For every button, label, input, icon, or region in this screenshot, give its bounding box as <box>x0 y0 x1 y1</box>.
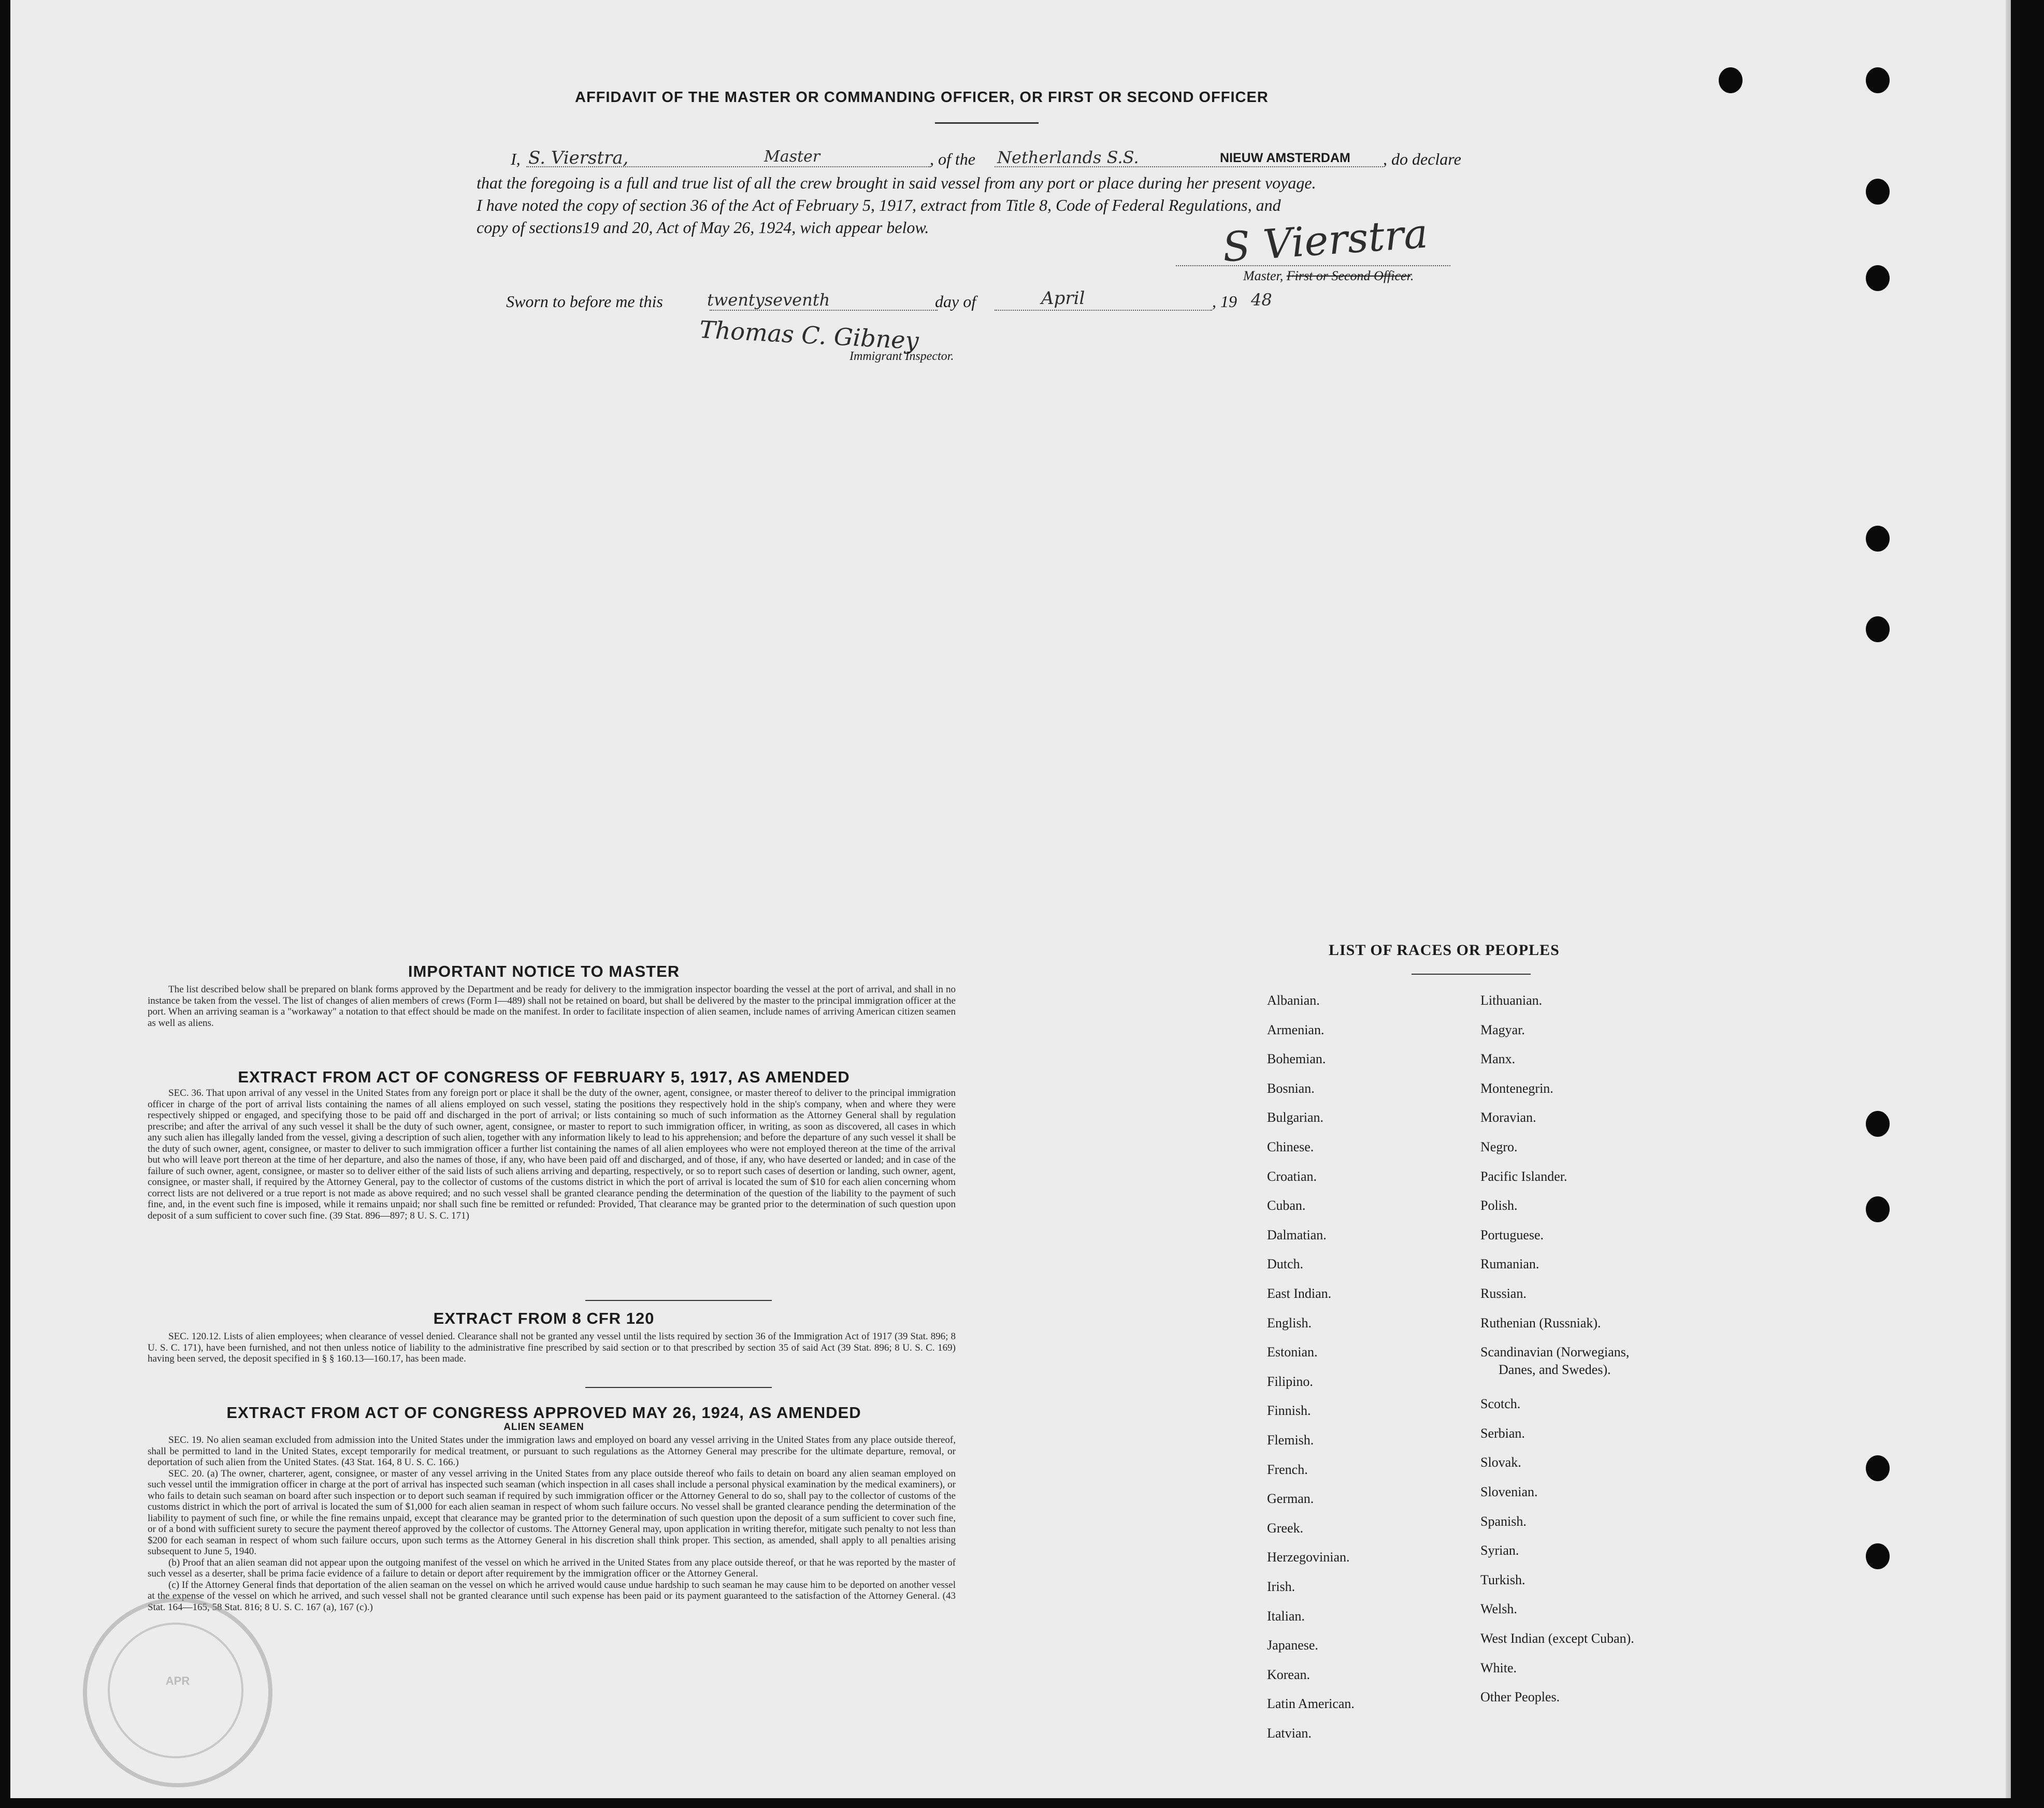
stamp-text: APR <box>165 1674 190 1687</box>
affidavit-title: AFFIDAVIT OF THE MASTER OR COMMANDING OFFICER, OR FIRST OR SECOND OFFICER <box>575 89 1269 106</box>
master-name: S. Vierstra, <box>528 148 629 168</box>
binder-hole <box>1866 67 1890 93</box>
caption-period: . <box>1410 268 1414 283</box>
race-item: Bulgarian. <box>1267 1110 1324 1125</box>
extract-cfr-body <box>148 1331 956 1365</box>
extract-1924-paragraph-1: SEC. 19. No alien seaman excluded from admission into the United States under the immigration laws and employed on board any vessel arriving in the United States from any place outside thereof, shall be permitted to land in the United States, except temporarily for medical treatment, or pursuant to such regulations as the Attorney General may prescribe for the ultimate departure, removal, or deportation of such alien from the United States. (43 Stat. 164, 8 U. S. C. 166.) <box>148 1435 956 1468</box>
race-item: Spanish. <box>1480 1513 1527 1529</box>
master-caption <box>1243 268 1414 284</box>
inspector-caption: Immigrant Inspector. <box>850 350 954 363</box>
race-item: White. <box>1480 1660 1517 1675</box>
race-item: Manx. <box>1480 1051 1516 1067</box>
of-the-text: , of the <box>930 150 975 168</box>
day-of-text: day of <box>935 292 976 311</box>
extract-1924-title: EXTRACT FROM ACT OF CONGRESS APPROVED MAY 26, 1924, AS AMENDED <box>226 1404 861 1422</box>
race-item: Portuguese. <box>1480 1227 1544 1242</box>
race-item: German. <box>1267 1491 1314 1507</box>
race-item: Pacific Islander. <box>1480 1168 1567 1184</box>
extract-1924-paragraph-3: (b) Proof that an alien seaman did not appear upon the outgoing manifest of the vessel on which he arrived in the United States from any place outside thereof, or that he was reported by the master of such vessel as a deserter, shall be prima facie evidence of a failure to detain or deport after requirement by the immigration officer or the Attorney General. <box>148 1557 956 1579</box>
extract-cfr-title: EXTRACT FROM 8 CFR 120 <box>433 1309 655 1327</box>
extract-1924-body <box>148 1435 956 1613</box>
extract-1917-body <box>148 1088 956 1221</box>
day-value: twentyseventh <box>707 290 830 310</box>
race-item: Flemish. <box>1267 1433 1314 1448</box>
document-page <box>10 0 2011 1798</box>
race-item: French. <box>1267 1462 1308 1477</box>
day-line <box>710 310 938 311</box>
declaration-line4: copy of sections19 and 20, Act of May 26, 1924, wich appear below. <box>477 218 929 237</box>
binder-hole <box>1866 265 1890 291</box>
race-item: Herzegovinian. <box>1267 1550 1350 1565</box>
year-value: 48 <box>1251 290 1272 310</box>
race-item: Slovak. <box>1480 1455 1521 1470</box>
race-item: Slovenian. <box>1480 1484 1538 1499</box>
race-item: East Indian. <box>1267 1286 1332 1301</box>
race-item: Korean. <box>1267 1667 1311 1682</box>
race-item: Serbian. <box>1480 1425 1525 1441</box>
race-item: Lithuanian. <box>1480 993 1543 1008</box>
race-item: Ruthenian (Russniak). <box>1480 1315 1601 1330</box>
race-item: Syrian. <box>1480 1543 1519 1558</box>
title-rule <box>935 122 1039 124</box>
race-item: Russian. <box>1480 1286 1527 1301</box>
faded-stamp <box>83 1598 272 1787</box>
notice-body <box>148 984 956 1029</box>
race-item: Finnish. <box>1267 1403 1311 1419</box>
struck-caption: First or Second Officer <box>1286 268 1410 283</box>
month-value: April <box>1041 288 1085 309</box>
stamp-inner-ring <box>108 1623 243 1758</box>
race-item: Latvian. <box>1267 1726 1312 1741</box>
declaration-line1 <box>10 148 1564 173</box>
race-item: Croatian. <box>1267 1168 1317 1184</box>
race-item: Welsh. <box>1480 1601 1517 1617</box>
master-signature: S Vierstra <box>1221 210 1430 271</box>
binder-hole <box>1866 1543 1890 1569</box>
month-line <box>995 310 1212 311</box>
race-item: Dutch. <box>1267 1256 1304 1272</box>
race-item: Latin American. <box>1267 1696 1355 1712</box>
race-item: Greek. <box>1267 1520 1304 1536</box>
race-item: Filipino. <box>1267 1373 1313 1389</box>
race-item: Cuban. <box>1267 1198 1306 1213</box>
race-item: Estonian. <box>1267 1344 1318 1360</box>
race-item: English. <box>1267 1315 1312 1330</box>
binder-hole <box>1866 616 1890 642</box>
extract-1917-paragraph: SEC. 36. That upon arrival of any vessel in the United States from any foreign port or place it shall be the duty of the owner, agent, consignee, or master thereof to deliver to the principal immigration officer in charge of the port of arrival lists containing the names of all aliens employed on such vessel, stating the positions they respectively hold in the ship's company, when and where they were respectively shipped or engaged, and specifying those to be paid off and discharged in the port of arrival; or lists containing so much of such information as the Attorney General shall by regulation prescribe; and after the arrival of any such vessel it shall be the duty of such owner, agent, consignee, or master to report to such immigration officer, in writing, as soon as discovered, all cases in which any such alien has illegally landed from the vessel, giving a description of such alien, together with any information likely to lead to his apprehension; and before the departure of any such vessel it shall be the duty of such owner, agent, consignee, or master to deliver to such immigration officer a further list containing the names of all alien employees who were not employed thereon at the time of the arrival but who will leave port thereon at the time of her departure, and also the names of those, if any, who have been paid off and discharged, and of those, if any, who have deserted or landed; and in case of the failure of such owner, agent, consignee, or master so to deliver either of the said lists of such aliens arriving and departing, respectively, or so to report such cases of desertion or landing, such owner, agent, consignee, or master shall, if required by the Attorney General, pay to the collector of customs of the customs district in which the port of arrival is located the sum of $10 for each alien concerning whom correct lists are not delivered or a true report is not made as above required; and no such vessel shall be granted clearance pending the determination of the question of the liability to the payment of such fine, and, in the event such fine is imposed, while it remains unpaid; nor shall such fine be remitted or refunded: Provided, That clearance may be granted prior to the determination of such question upon deposit of a sum sufficient to cover such fine. (39 Stat. 896—897; 8 U. S. C. 171) <box>148 1088 956 1221</box>
notice-title: IMPORTANT NOTICE TO MASTER <box>408 962 680 980</box>
sworn-text: Sworn to before me this <box>506 292 663 311</box>
race-item: Magyar. <box>1480 1022 1525 1037</box>
race-item: Rumanian. <box>1480 1256 1539 1272</box>
declaration-line3: I have noted the copy of section 36 of the Act of February 5, 1917, extract from Title 8, Code of Federal Regulations, and <box>477 196 1281 214</box>
declaration-line2: that the foregoing is a full and true list of all the crew brought in said vessel from any port or place during her present voyage. <box>477 173 1316 192</box>
year-prefix: , 19 <box>1212 292 1237 311</box>
race-item: Scandinavian (Norwegians, <box>1480 1344 1630 1360</box>
binder-hole <box>1866 1196 1890 1222</box>
binder-hole <box>1866 1455 1890 1481</box>
race-item: West Indian (except Cuban). <box>1480 1631 1634 1646</box>
extract-1917-title: EXTRACT FROM ACT OF CONGRESS OF FEBRUARY 5, 1917, AS AMENDED <box>238 1068 850 1086</box>
race-item: Japanese. <box>1267 1638 1318 1653</box>
race-item: Montenegrin. <box>1480 1080 1553 1096</box>
race-item: Other Peoples. <box>1480 1689 1560 1705</box>
notice-paragraph: The list described below shall be prepared on blank forms approved by the Department and be ready for delivery to the immigration inspector boarding the vessel at the port of arrival, and shall in no instance be taken from the vessel. The list of changes of alien members of crews (Form I—489) shall not be retained on board, but shall be delivered by the master to the principal immigration officer at the port. When an arriving seaman is a "workaway" a notation to that effect should be made on the manifest. In order to facilitate inspection of alien seamen, include names of arriving American citizen seamen as well as aliens. <box>148 984 956 1029</box>
races-title-rule <box>1412 974 1531 975</box>
race-item: Italian. <box>1267 1608 1305 1624</box>
race-item: Bosnian. <box>1267 1080 1315 1096</box>
vessel-nationality: Netherlands S.S. <box>997 148 1139 167</box>
extract-1924-subtitle: ALIEN SEAMEN <box>503 1422 584 1433</box>
master-caption-label: Master, <box>1243 268 1284 283</box>
inspector-signature: Thomas C. Gibney <box>698 315 919 355</box>
master-signature-line <box>1176 265 1450 266</box>
binder-hole <box>1719 67 1743 93</box>
master-rank: Master <box>764 148 821 166</box>
section-rule-2 <box>585 1387 772 1388</box>
race-item: Albanian. <box>1267 993 1320 1008</box>
race-item: Danes, and Swedes). <box>1499 1362 1611 1378</box>
race-item: Chinese. <box>1267 1139 1314 1154</box>
race-item: Dalmatian. <box>1267 1227 1327 1242</box>
vessel-name: NIEUW AMSTERDAM <box>1220 151 1350 165</box>
do-declare-text: , do declare <box>1383 150 1461 168</box>
race-item: Polish. <box>1480 1198 1518 1213</box>
race-item: Turkish. <box>1480 1572 1525 1587</box>
extract-1924-paragraph-2: SEC. 20. (a) The owner, charterer, agent, consignee, or master of any vessel arriving in the United States from any place outside thereof who fails to detain on board any alien seaman employed on such vessel until the immigration officer in charge at the port of arrival has inspected such seaman (which inspection in all cases shall include a personal physical examination by the medical examiners), or who fails to detain such seaman on board after such inspection or to deport such seaman if required by such immigration officer or the Attorney General to do so, shall pay to the collector of customs of the customs district in which the port of arrival is located the sum of $1,000 for each alien seaman in respect of whom such failure occurs. No vessel shall be granted clearance pending the determination of the liability to payment of such fine, or while the fine remains unpaid, except that clearance may be granted prior to the determination of such question upon the deposit of a sum sufficient to cover such fine, or of a bond with sufficient surety to secure the payment thereof approved by the collector of customs. The Attorney General may, upon application in writing therefor, mitigate such penalty to not less than $200 for each seaman in respect of whom such failure occurs, upon such terms as the Attorney General in his discretion shall think proper. This section, as amended, shall apply to all penalties arising subsequent to June 5, 1940. <box>148 1468 956 1557</box>
section-rule-1 <box>585 1300 772 1301</box>
race-item: Armenian. <box>1267 1022 1325 1037</box>
race-item: Negro. <box>1480 1139 1518 1154</box>
extract-cfr-paragraph: SEC. 120.12. Lists of alien employees; when clearance of vessel denied. Clearance shall not be granted any vessel until the lists required by section 36 of the Immigration Act of 1917 (39 Stat. 896; 8 U. S. C. 171), have been furnished, and not then unless notice of liability to the administrative fine prescribed by said section or to that prescribed by section 35 of said Act (39 Stat. 896; 8 U. S. C. 169) having been served, the deposit specified in § § 160.13—160.17, has been made. <box>148 1331 956 1364</box>
binder-hole <box>1866 179 1890 205</box>
race-item: Scotch. <box>1480 1396 1521 1412</box>
prefix-i: I, <box>511 150 521 168</box>
races-title: LIST OF RACES OR PEOPLES <box>1329 942 1560 959</box>
race-item: Irish. <box>1267 1579 1296 1594</box>
race-item: Bohemian. <box>1267 1051 1326 1067</box>
sworn-line <box>10 290 1564 316</box>
binder-hole <box>1866 1111 1890 1137</box>
binder-hole <box>1866 526 1890 552</box>
race-item: Moravian. <box>1480 1110 1536 1125</box>
extract-1924-paragraph-4: (c) If the Attorney General finds that deportation of the alien seaman on the vessel on which he arrived would cause undue hardship to such seaman he may cause him to be deported on another vessel at the expense of the vessel on which he arrived, and such vessel shall not be granted clearance until such expense has been paid or its payment guaranteed to the satisfaction of the Attorney General. (43 Stat. 164—165, 58 Stat. 816; 8 U. S. C. 167 (a), 167 (c).) <box>148 1579 956 1613</box>
page-edge <box>2006 0 2011 1798</box>
